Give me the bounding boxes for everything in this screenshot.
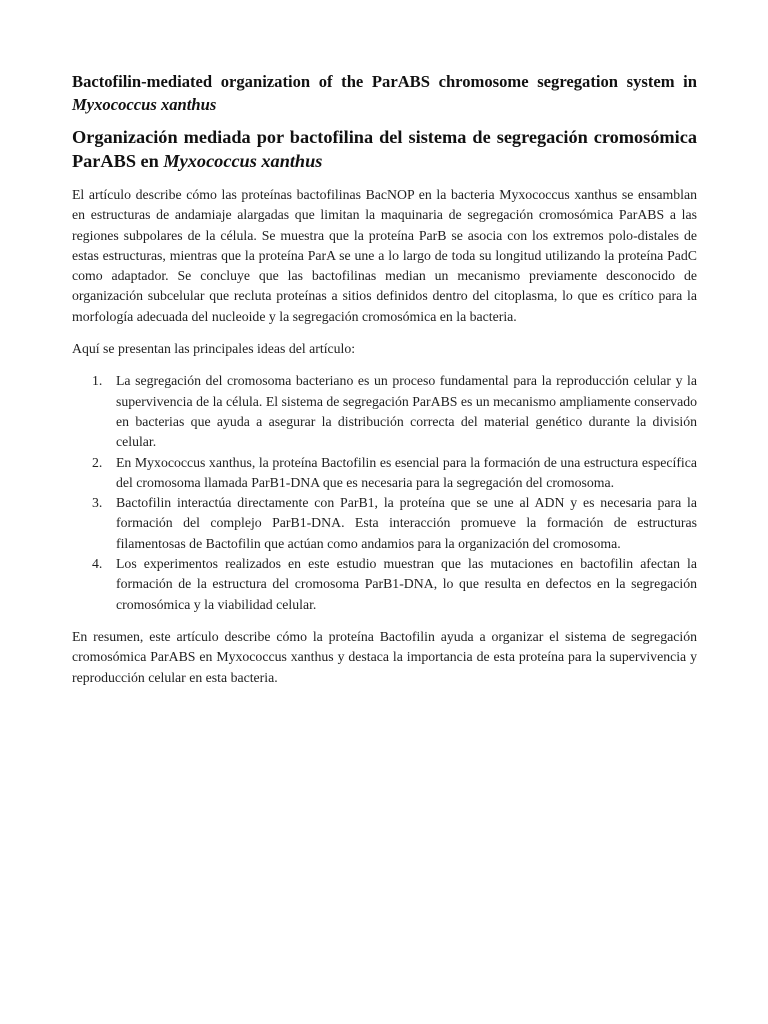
list-item-text: Los experimentos realizados en este estudio muestran que las mutaciones en bactofilin afectan la formación de la estructura del cromosoma ParB1-DNA, lo que resulta en defectos en la segregación cromosómica y la viabilidad celular. <box>116 556 697 612</box>
list-item-number: 4. <box>92 556 103 572</box>
list-lead-paragraph: Aquí se presentan las principales ideas del artículo: <box>72 341 356 357</box>
list-item-number: 1. <box>92 373 103 389</box>
title-spanish-species: Myxococcus xanthus <box>163 150 323 171</box>
list-item-number: 2. <box>92 454 103 470</box>
list-item-text: En Myxococcus xanthus, la proteína Bactofilin es esencial para la formación de una estructura específica del cromosoma llamada ParB1-DNA que es necesaria para la segregación del cromosoma. <box>116 454 697 490</box>
intro-paragraph: El artículo describe cómo las proteínas bactofilinas BacNOP en la bacteria Myxococcus xanthus se ensamblan en estructuras de andamiaje alargadas que limitan la maquinaria de segregación cromosómica ParABS a las regiones subpolares de la célula. Se muestra que la proteína ParB se asocia con los extremos polo-distales de estas estructuras, mientras que la proteína ParA se une a lo largo de toda su longitud utilizando la proteína PadC como adaptador. Se concluye que las bactofilinas median un mecanismo previamente desconocido de organización subcelular que recluta proteínas a sitios definidos dentro del citoplasma, lo que es crítico para la morfología adecuada del nucleoide y la segregación cromosómica en la bacteria. <box>72 187 697 324</box>
main-ideas-list <box>72 371 697 615</box>
list-item-text: Bactofilin interactúa directamente con ParB1, la proteína que se une al ADN y es necesaria para la formación del complejo ParB1-DNA. Esta interacción promueve la formación de estructuras filamentosas de Bactofilin que actúan como andamios para la organización del cromosoma. <box>116 495 697 551</box>
list-item <box>72 453 697 494</box>
list-item-text: La segregación del cromosoma bacteriano es un proceso fundamental para la reproducción celular y la supervivencia de la célula. El sistema de segregación ParABS es un mecanismo ampliamente conservado en bacterias que ayuda a asegurar la distribución correcta del material genético durante la división celular. <box>116 373 697 450</box>
list-item <box>72 371 697 452</box>
title-english <box>72 70 697 116</box>
title-spanish-text: Organización mediada por bactofilina del sistema de segregación cromosómica ParABS en <box>72 127 697 171</box>
title-english-species: Myxococcus xanthus <box>72 95 217 114</box>
list-item <box>72 493 697 554</box>
summary-paragraph: En resumen, este artículo describe cómo la proteína Bactofilin ayuda a organizar el sistema de segregación cromosómica ParABS en Myxococcus xanthus y destaca la importancia de esta proteína para la supervivencia y reproducción celular en esta bacteria. <box>72 628 697 685</box>
title-english-text: Bactofilin-mediated organization of the ParABS chromosome segregation system in <box>72 72 697 91</box>
list-item <box>72 554 697 615</box>
title-spanish <box>72 126 697 173</box>
list-item-number: 3. <box>92 495 103 511</box>
